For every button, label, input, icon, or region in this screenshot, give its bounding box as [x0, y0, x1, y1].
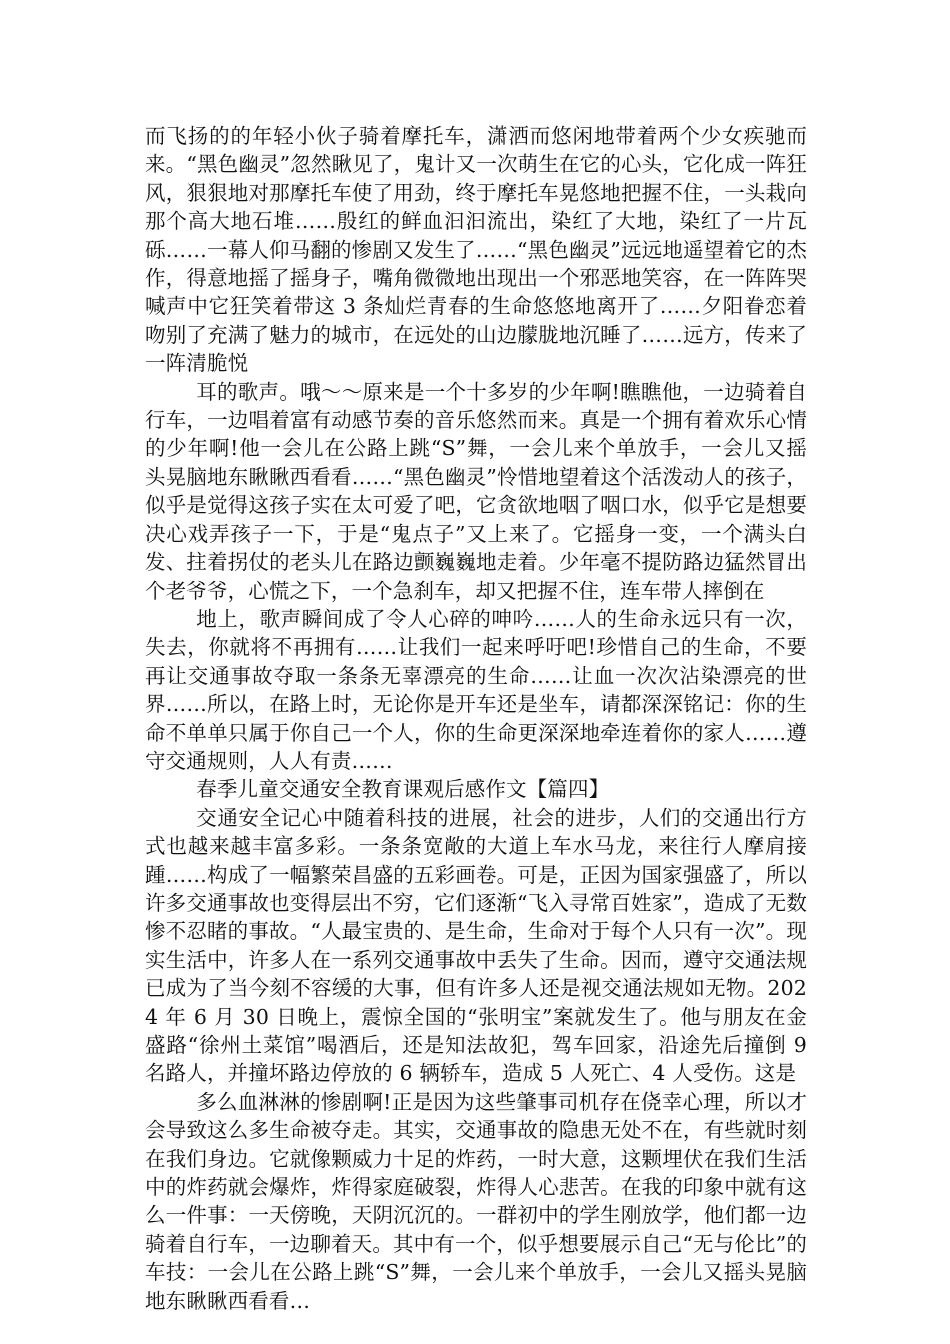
paragraph-1: 而飞扬的的年轻小伙子骑着摩托车，潇洒而悠闲地带着两个少女疾驰而来。“黑色幽灵”忽然瞅见了，鬼计又一次萌生在它的心头，它化成一阵狂风，狠狠地对那摩托车使了用劲，终于摩托车晃悠地把握不住，一头栽向那个高大地石堆……殷红的鲜血汩汩流出，染红了大地，染红了一片瓦砾……一幕人仰马翻的惨剧又发生了……“黑色幽灵”远远地遥望着它的杰作，得意地摇了摇身子，嘴角微微地出现出一个邪恶地笑容，在一阵阵哭喊声中它狂笑着带这 3 条灿烂青春的生命悠悠地离开了……夕阳眷恋着吻别了充满了魅力的城市，在远处的山边朦胧地沉睡了……远方，传来了一阵清脆悦: [145, 124, 807, 376]
document-body: [145, 122, 807, 1315]
paragraph-5: 多么血淋淋的惨剧啊!正是因为这些肇事司机存在侥幸心理，所以才会导致这么多生命被夺走。其实，交通事故的隐患无处不在，有些就时刻在我们身边。它就像颗威力十足的炸药，一时大意，这颗埋伏在我们生活中的炸药就会爆炸，炸得家庭破裂，炸得人心悲苦。在我的印象中就有这么一件事：一天傍晚，天阴沉沉的。一群初中的学生刚放学，他们都一边骑着自行车，一边聊着天。其中有一个，似乎想要展示自己“无与伦比”的车技：一会儿在公路上跳“S”舞，一会儿来个单放手，一会儿又摇头晃脑地东瞅瞅西看看…: [145, 1089, 807, 1313]
paragraph-2: 耳的歌声。哦～～原来是一个十多岁的少年啊!瞧瞧他，一边骑着自行车，一边唱着富有动感节奏的音乐悠然而来。真是一个拥有着欢乐心情的少年啊!他一会儿在公路上跳“S”舞，一会儿来个单放手，一会儿又摇头晃脑地东瞅瞅西看看……“黑色幽灵”怜惜地望着这个活泼动人的孩子，似乎是觉得这孩子实在太可爱了吧，它贪欲地咽了咽口水，似乎它是想要决心戏弄孩子一下，于是“鬼点子”又上来了。它摇身一变，一个满头白发、拄着拐仗的老头儿在路边颤巍巍地走着。少年毫不提防路边猛然冒出个老爷爷，心慌之下，一个急刹车，却又把握不住，连车带人摔倒在: [145, 379, 807, 603]
paragraph-3: 地上，歌声瞬间成了令人心碎的呻吟……人的生命永远只有一次，失去，你就将不再拥有……让我们一起来呼吁吧!珍惜自己的生命，不要再让交通事故夺取一条条无辜漂亮的生命……让血一次次沾染漂亮的世界……所以，在路上时，无论你是开车还是坐车，请都深深铭记：你的生命不单单只属于你自己一个人，你的生命更深深地牵连着你的家人……遵守交通规则，人人有责……: [145, 606, 807, 773]
paragraph-4: 交通安全记心中随着科技的进展，社会的进步，人们的交通出行方式也越来越丰富多彩。一条条宽敞的大道上车水马龙，来往行人摩肩接踵……构成了一幅繁荣昌盛的五彩画卷。可是，正因为国家强盛了，所以许多交通事故也变得层出不穷，它们逐渐“飞入寻常百姓家”，造成了无数惨不忍睹的事故。“人最宝贵的、是生命，生命对于每个人只有一次”。现实生活中，许多人在一系列交通事故中丢失了生命。因而，遵守交通法规已成为了当今刻不容缓的大事，但有许多人还是视交通法规如无物。2024 年 6 月 30 日晚上，震惊全国的“张明宝”案就发生了。他与朋友在金盛路“徐州土菜馆”喝酒后，还是知法故犯，驾车回家，沿途先后撞倒 9 名路人，并撞坏路边停放的 6 辆轿车，造成 5 人死亡、4 人受伤。这是: [145, 805, 807, 1086]
section-heading: 春季儿童交通安全教育课观后感作文【篇四】: [196, 777, 610, 802]
